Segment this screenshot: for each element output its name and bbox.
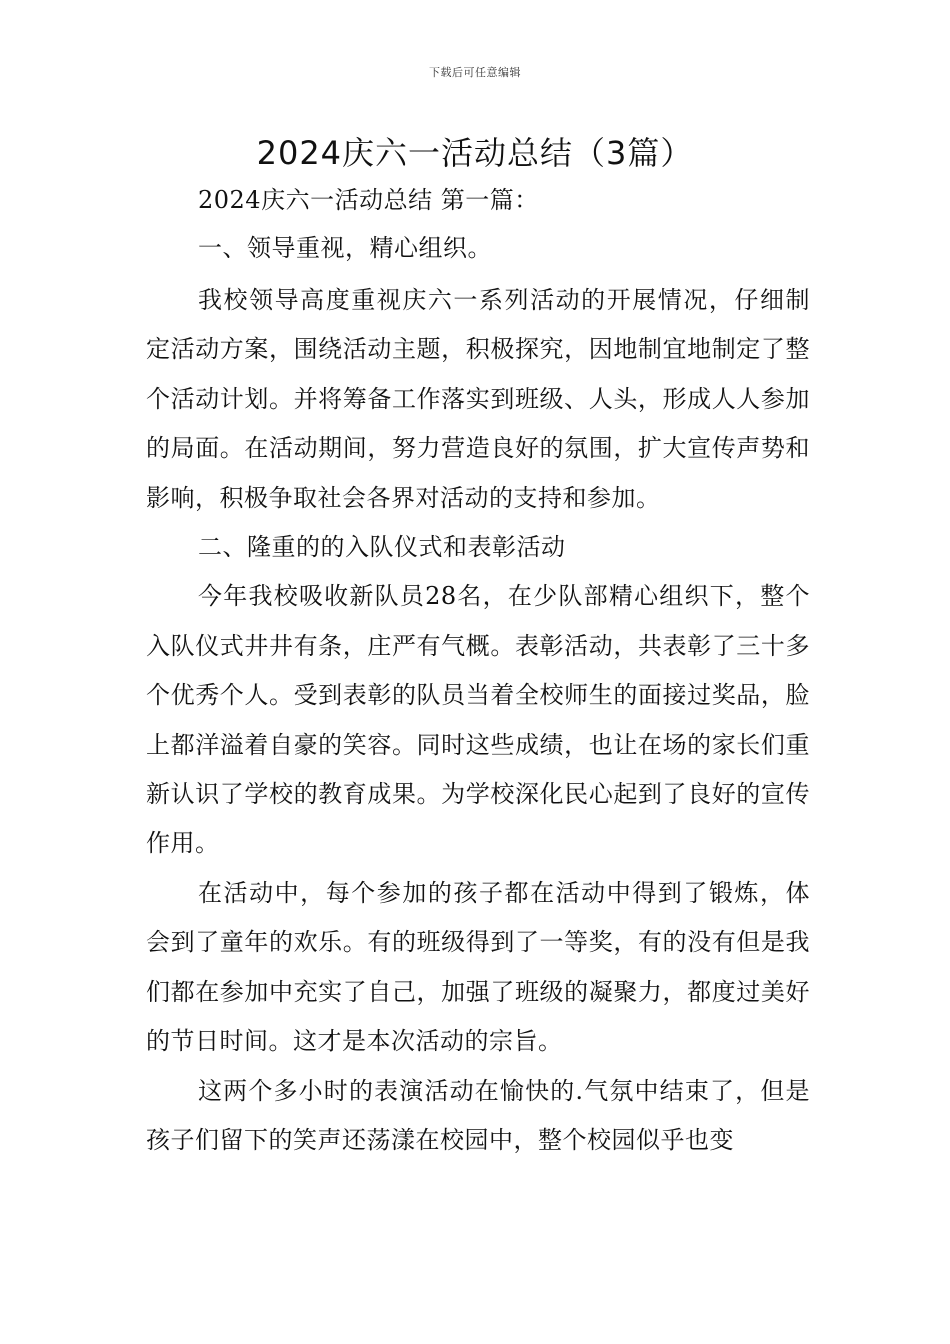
paragraph: 今年我校吸收新队员28名，在少队部精心组织下，整个入队仪式井井有条，庄严有气概。表彰活动，共表彰了三十多个优秀个人。受到表彰的队员当着全校师生的面接过奖品，脸上都洋溢着自豪的笑容。同时这些成绩，也让在场的家长们重新认识了学校的教育成果。为学校深化民心起到了良好的宣传作用。 — [146, 582, 810, 858]
body-text — [146, 276, 810, 1165]
document-subtitle: 2024庆六一活动总结 第一篇： — [198, 186, 539, 214]
section-heading-1: 一、领导重视，精心组织。 — [198, 234, 492, 262]
section-heading-2: 二、隆重的的入队仪式和表彰活动 — [198, 533, 566, 562]
paragraph: 在活动中，每个参加的孩子都在活动中得到了锻炼，体会到了童年的欢乐。有的班级得到了一等奖，有的没有但是我们都在参加中充实了自己，加强了班级的凝聚力，都度过美好的节日时间。这才是本次活动的宗旨。 — [146, 878, 810, 1056]
header-note: 下载后可任意编辑 — [429, 66, 521, 79]
paragraph: 我校领导高度重视庆六一系列活动的开展情况，仔细制定活动方案，围绕活动主题，积极探究，因地制宜地制定了整个活动计划。并将筹备工作落实到班级、人头，形成人人参加的局面。在活动期间，努力营造良好的氛围，扩大宣传声势和影响，积极争取社会各界对活动的支持和参加。 — [146, 286, 810, 512]
paragraph: 这两个多小时的表演活动在愉快的.气氛中结束了，但是孩子们留下的笑声还荡漾在校园中，整个校园似乎也变 — [146, 1076, 810, 1154]
document-title: 2024庆六一活动总结（3篇） — [256, 134, 694, 172]
